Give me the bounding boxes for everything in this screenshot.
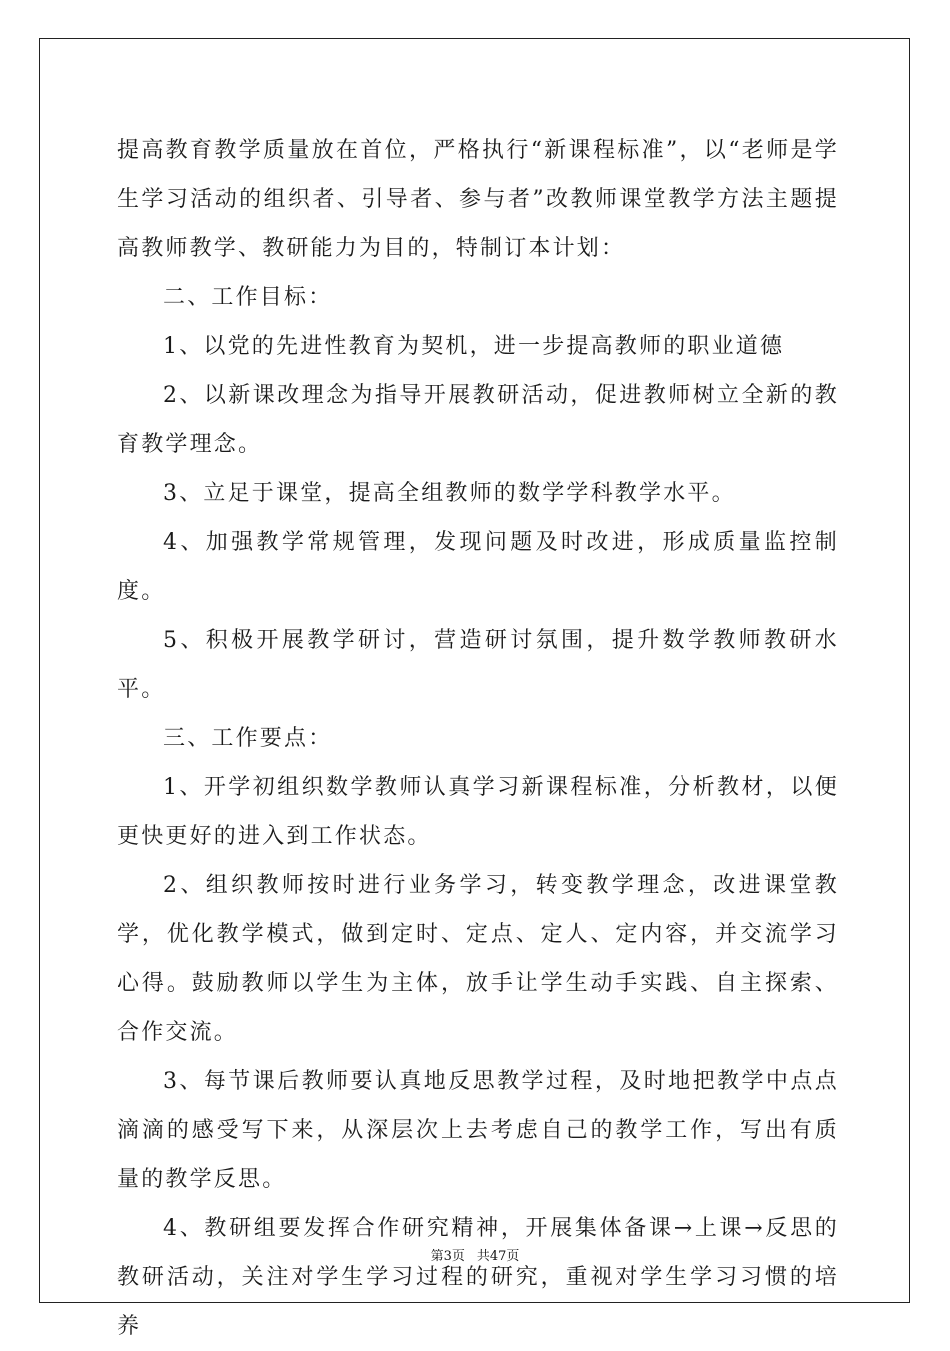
paragraph: 4、加强教学常规管理，发现问题及时改进，形成质量监控制度。 <box>117 530 839 604</box>
paragraph: 4、教研组要发挥合作研究精神，开展集体备课→上课→反思的教研活动，关注对学生学习过程的研究，重视对学生学习习惯的培养 <box>117 1216 839 1339</box>
paragraph: 5、积极开展教学研讨，营造研讨氛围，提升数学教师教研水平。 <box>117 628 839 702</box>
page-total: 共47页 <box>476 1249 520 1264</box>
page-number: 第3页 <box>430 1249 465 1264</box>
document-body <box>117 126 839 1351</box>
paragraph: 2、组织教师按时进行业务学习，转变教学理念，改进课堂教学，优化教学模式，做到定时、定点、定人、定内容，并交流学习心得。鼓励教师以学生为主体，放手让学生动手实践、自主探索、合作交流。 <box>117 873 839 1045</box>
page-footer <box>0 1245 950 1264</box>
paragraph: 1、以党的先进性教育为契机，进一步提高教师的职业道德 <box>163 334 785 359</box>
paragraph: 二、工作目标： <box>163 285 333 310</box>
paragraph: 三、工作要点： <box>163 726 333 751</box>
paragraph: 3、立足于课堂，提高全组教师的数学学科教学水平。 <box>163 481 736 506</box>
paragraph: 3、每节课后教师要认真地反思教学过程，及时地把教学中点点滴滴的感受写下来，从深层次上去考虑自己的教学工作，写出有质量的教学反思。 <box>117 1069 839 1192</box>
paragraph: 1、开学初组织数学教师认真学习新课程标准，分析教材，以便更快更好的进入到工作状态。 <box>117 775 839 849</box>
paragraph: 提高教育教学质量放在首位，严格执行“新课程标准”，以“老师是学生学习活动的组织者、引导者、参与者”改教师课堂教学方法主题提高教师教学、教研能力为目的，特制订本计划： <box>117 138 839 261</box>
paragraph: 2、以新课改理念为指导开展教研活动，促进教师树立全新的教育教学理念。 <box>117 383 839 457</box>
